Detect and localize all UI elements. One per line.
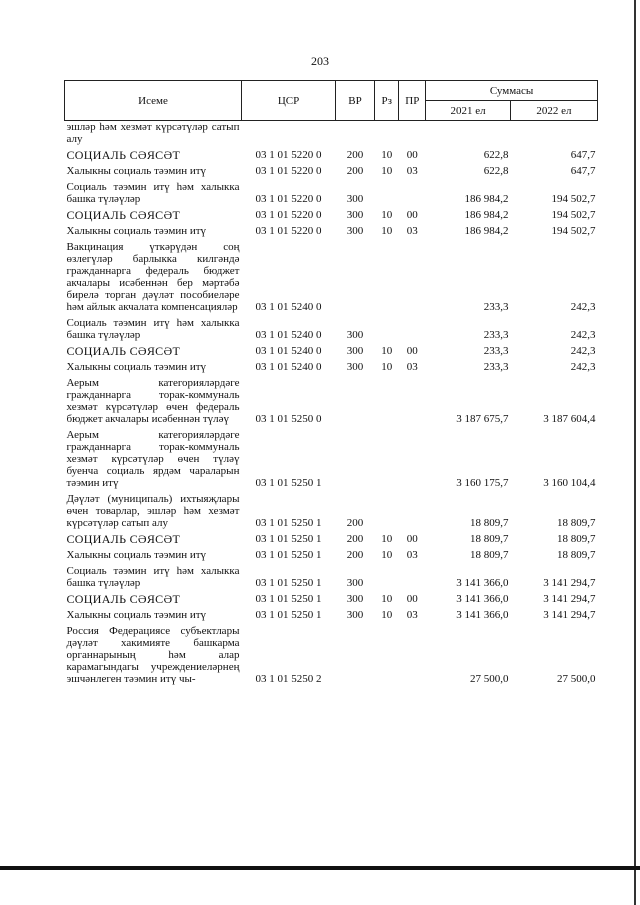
row-pr: 00 xyxy=(406,593,418,605)
row-vr xyxy=(336,121,375,146)
row-name: Россия Федерациясе субъектлары дәүләт хакимияте башкарма органнарының һәм алар карамагындагы учреждениеләрнең эшчәнлеген тәэмин итү чы- xyxy=(66,625,240,685)
row-pr: 03 xyxy=(406,549,418,561)
row-name: Аерым категорияләрдәге гражданнарга торак-коммуналь хезмәт күрсәтүләр өчен түләү буенча социаль ярдәм чараларын тәэмин итү xyxy=(66,429,240,489)
row-name: Социаль тәэмин итү һәм халыкка башка түләүләр xyxy=(66,181,240,205)
row-rz xyxy=(374,489,399,529)
table-row xyxy=(65,425,598,489)
row-vr xyxy=(336,237,375,313)
row-csr: 03 1 01 5220 0 xyxy=(255,149,322,161)
row-name: Дәүләт (муниципаль) ихтыяҗлары өчен товарлар, эшләр һәм хезмәт күрсәтүләр сатып алу xyxy=(66,493,240,529)
table-row xyxy=(65,529,598,545)
row-value-2022: 3 187 604,4 xyxy=(543,413,596,425)
row-csr: 03 1 01 5250 1 xyxy=(255,549,322,561)
row-value-2021: 3 141 366,0 xyxy=(456,609,509,621)
table-row xyxy=(65,589,598,605)
row-rz xyxy=(374,373,399,425)
row-vr xyxy=(336,621,375,685)
row-name: Аерым категорияләрдәге гражданнарга торак-коммуналь хезмәт күрсәтүләр өчен федераль бюджет акчалары исәбеннән түләү xyxy=(66,377,240,425)
row-pr: 00 xyxy=(406,533,418,545)
row-pr: 03 xyxy=(406,165,418,177)
row-pr xyxy=(399,561,426,589)
row-value-2021: 233,3 xyxy=(483,329,509,341)
budget-table xyxy=(64,80,598,685)
table-row xyxy=(65,145,598,161)
row-rz: 10 xyxy=(381,209,393,221)
page-number: 203 xyxy=(311,54,329,68)
row-rz xyxy=(374,237,399,313)
row-vr: 300 xyxy=(346,209,364,221)
table-header xyxy=(65,81,598,121)
row-value-2022: 3 141 294,7 xyxy=(543,593,596,605)
row-rz: 10 xyxy=(381,593,393,605)
row-rz: 10 xyxy=(381,361,393,373)
row-pr xyxy=(399,373,426,425)
row-name: Халыкны социаль тәэмин итү xyxy=(66,609,207,621)
row-pr xyxy=(399,489,426,529)
row-pr: 03 xyxy=(406,225,418,237)
row-vr: 300 xyxy=(346,577,364,589)
row-rz: 10 xyxy=(381,609,393,621)
row-value-2021: 186 984,2 xyxy=(464,193,509,205)
row-csr: 03 1 01 5220 0 xyxy=(255,225,322,237)
table-row xyxy=(65,621,598,685)
header-sums: Суммасы xyxy=(426,81,598,101)
row-value-2022: 3 141 294,7 xyxy=(543,609,596,621)
row-value-2022: 647,7 xyxy=(570,149,596,161)
row-value-2021: 3 187 675,7 xyxy=(456,413,509,425)
row-rz xyxy=(374,425,399,489)
row-name: Социаль тәэмин итү һәм халыкка башка түләүләр xyxy=(66,565,240,589)
row-csr: 03 1 01 5250 1 xyxy=(255,593,322,605)
header-vr: ВР xyxy=(336,81,375,121)
row-pr: 03 xyxy=(406,609,418,621)
row-name: СОЦИАЛЬ СӘЯСӘТ xyxy=(66,148,181,162)
row-csr: 03 1 01 5250 1 xyxy=(255,517,322,529)
row-name: Халыкны социаль тәэмин итү xyxy=(66,225,207,237)
row-value-2022: 242,3 xyxy=(570,361,596,373)
row-pr xyxy=(399,621,426,685)
row-rz xyxy=(374,313,399,341)
table-body xyxy=(65,121,598,686)
row-value-2022: 194 502,7 xyxy=(551,193,596,205)
row-csr: 03 1 01 5220 0 xyxy=(255,209,322,221)
header-rz: Рз xyxy=(374,81,399,121)
row-vr: 200 xyxy=(346,165,364,177)
header-csr: ЦСР xyxy=(241,81,335,121)
row-vr: 300 xyxy=(346,593,364,605)
table-row xyxy=(65,205,598,221)
row-csr: 03 1 01 5250 1 xyxy=(255,577,322,589)
row-vr: 200 xyxy=(346,517,364,529)
row-value-2021: 3 141 366,0 xyxy=(456,593,509,605)
row-pr xyxy=(399,121,426,146)
row-value-2022: 242,3 xyxy=(570,329,596,341)
row-csr: 03 1 01 5250 1 xyxy=(255,533,322,545)
row-rz: 10 xyxy=(381,225,393,237)
row-rz xyxy=(374,561,399,589)
row-value-2022: 18 809,7 xyxy=(557,517,596,529)
row-value-2022: 194 502,7 xyxy=(551,225,596,237)
row-vr: 300 xyxy=(346,609,364,621)
row-value-2022: 242,3 xyxy=(570,345,596,357)
row-value-2021: 233,3 xyxy=(483,361,509,373)
row-pr xyxy=(399,313,426,341)
row-csr xyxy=(241,121,335,146)
row-pr xyxy=(399,177,426,205)
row-name: Халыкны социаль тәэмин итү xyxy=(66,361,207,373)
row-value-2021: 233,3 xyxy=(483,345,509,357)
header-year-2021: 2021 ел xyxy=(426,101,511,121)
row-csr: 03 1 01 5250 0 xyxy=(255,413,322,425)
row-value-2022: 194 502,7 xyxy=(551,209,596,221)
row-value-2021: 186 984,2 xyxy=(464,209,509,221)
row-csr: 03 1 01 5250 1 xyxy=(255,609,322,621)
row-name: СОЦИАЛЬ СӘЯСӘТ xyxy=(66,532,181,546)
row-pr xyxy=(399,425,426,489)
row-vr: 300 xyxy=(346,345,364,357)
row-vr: 300 xyxy=(346,329,364,341)
row-csr: 03 1 01 5240 0 xyxy=(255,361,322,373)
row-value-2021: 233,3 xyxy=(483,301,509,313)
row-rz xyxy=(374,177,399,205)
table-row xyxy=(65,561,598,589)
table-row xyxy=(65,605,598,621)
row-value-2022: 27 500,0 xyxy=(557,673,596,685)
row-value-2021: 186 984,2 xyxy=(464,225,509,237)
header-year-2022: 2022 ел xyxy=(510,101,597,121)
row-name: эшләр һәм хезмәт күрсәтүләр сатып алу xyxy=(66,121,240,145)
row-name: СОЦИАЛЬ СӘЯСӘТ xyxy=(66,344,181,358)
table-row xyxy=(65,489,598,529)
table-row xyxy=(65,161,598,177)
row-csr: 03 1 01 5240 0 xyxy=(255,329,322,341)
row-rz: 10 xyxy=(381,345,393,357)
row-name: СОЦИАЛЬ СӘЯСӘТ xyxy=(66,208,181,222)
header-pr: ПР xyxy=(399,81,426,121)
table-row xyxy=(65,357,598,373)
row-vr: 200 xyxy=(346,149,364,161)
row-rz xyxy=(374,121,399,146)
row-value-2022: 647,7 xyxy=(570,165,596,177)
table-row xyxy=(65,545,598,561)
row-value-2021 xyxy=(426,121,511,146)
table-row xyxy=(65,341,598,357)
row-name: Халыкны социаль тәэмин итү xyxy=(66,165,207,177)
row-csr: 03 1 01 5250 2 xyxy=(255,673,322,685)
row-rz: 10 xyxy=(381,149,393,161)
row-value-2021: 18 809,7 xyxy=(469,533,509,545)
table-row xyxy=(65,237,598,313)
row-vr: 300 xyxy=(346,193,364,205)
row-csr: 03 1 01 5220 0 xyxy=(255,165,322,177)
row-name: Вакцинация үткәрүдән соң өзлегүләр барлыкка килгәндә гражданнарга федераль бюджет акчалары исәбеннән бер мәртәбә бирелә торган дәүләт пособиеләре һәм айлык акчалата компенсацияләр xyxy=(66,241,240,313)
row-csr: 03 1 01 5220 0 xyxy=(255,193,322,205)
row-rz: 10 xyxy=(381,165,393,177)
row-value-2021: 3 141 366,0 xyxy=(456,577,509,589)
row-value-2022: 3 141 294,7 xyxy=(543,577,596,589)
row-rz: 10 xyxy=(381,533,393,545)
row-value-2021: 27 500,0 xyxy=(469,673,509,685)
row-rz xyxy=(374,621,399,685)
row-vr xyxy=(336,373,375,425)
row-vr xyxy=(336,425,375,489)
scan-bottom-edge xyxy=(0,866,640,870)
row-vr: 200 xyxy=(346,533,364,545)
row-pr: 00 xyxy=(406,149,418,161)
scan-edge xyxy=(634,0,636,905)
row-vr: 200 xyxy=(346,549,364,561)
row-value-2021: 18 809,7 xyxy=(469,549,509,561)
row-value-2021: 3 160 175,7 xyxy=(456,477,509,489)
table-row xyxy=(65,373,598,425)
row-name: Социаль тәэмин итү һәм халыкка башка түләүләр xyxy=(66,317,240,341)
table-row xyxy=(65,313,598,341)
row-name: СОЦИАЛЬ СӘЯСӘТ xyxy=(66,592,181,606)
row-value-2021: 18 809,7 xyxy=(469,517,509,529)
row-pr xyxy=(399,237,426,313)
row-csr: 03 1 01 5240 0 xyxy=(255,301,322,313)
row-vr: 300 xyxy=(346,225,364,237)
row-value-2021: 622,8 xyxy=(483,149,509,161)
row-value-2022: 242,3 xyxy=(570,301,596,313)
row-value-2022 xyxy=(510,121,597,146)
header-name: Исеме xyxy=(65,81,242,121)
row-pr: 03 xyxy=(406,361,418,373)
row-rz: 10 xyxy=(381,549,393,561)
row-vr: 300 xyxy=(346,361,364,373)
row-pr: 00 xyxy=(406,209,418,221)
row-value-2021: 622,8 xyxy=(483,165,509,177)
row-name: Халыкны социаль тәэмин итү xyxy=(66,549,207,561)
table-row xyxy=(65,121,598,146)
table-row xyxy=(65,177,598,205)
row-csr: 03 1 01 5250 1 xyxy=(255,477,322,489)
row-value-2022: 18 809,7 xyxy=(557,533,596,545)
row-csr: 03 1 01 5240 0 xyxy=(255,345,322,357)
row-value-2022: 3 160 104,4 xyxy=(543,477,596,489)
row-pr: 00 xyxy=(406,345,418,357)
row-value-2022: 18 809,7 xyxy=(557,549,596,561)
table-row xyxy=(65,221,598,237)
